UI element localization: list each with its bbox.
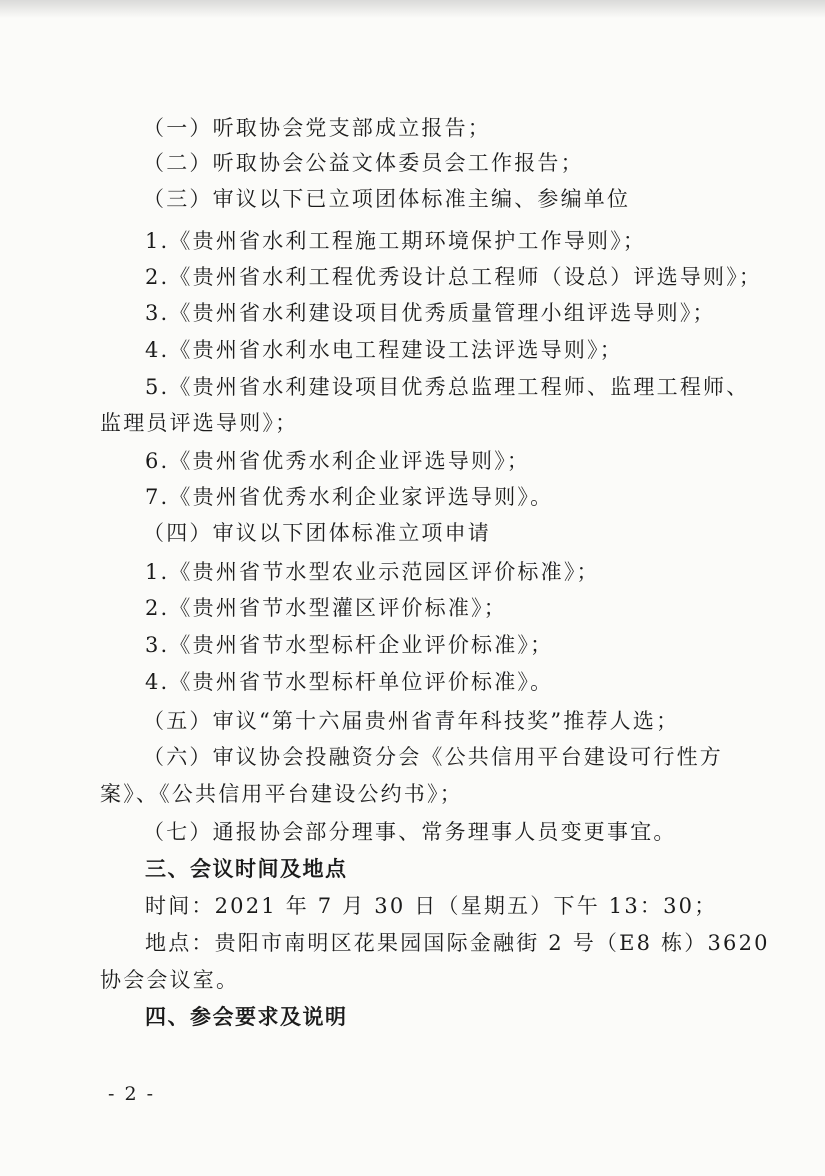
standard-item-3-6: 6.《贵州省优秀水利企业评选导则》；	[145, 449, 531, 473]
standard-item-4-4: 4.《贵州省节水型标杆单位评价标准》。	[145, 670, 554, 694]
agenda-item-1: （一）听取协会党支部成立报告；	[143, 116, 491, 140]
section-heading-requirements: 四、参会要求及说明	[145, 1005, 348, 1029]
agenda-item-6-cont: 案》、《公共信用平台建设公约书》；	[100, 782, 463, 806]
section-heading-time-location: 三、会议时间及地点	[145, 857, 348, 881]
agenda-item-5: （五）审议“第十六届贵州省青年科技奖”推荐人选；	[143, 709, 680, 733]
agenda-item-4: （四）审议以下团体标准立项申请	[143, 521, 491, 545]
standard-item-3-2: 2.《贵州省水利工程优秀设计总工程师（设总）评选导则》；	[145, 265, 763, 289]
meeting-location-cont: 协会会议室。	[100, 968, 240, 992]
standard-item-3-5-cont: 监理员评选导则》；	[100, 411, 299, 435]
standard-item-4-3: 3.《贵州省节水型标杆企业评价标准》；	[145, 633, 554, 657]
meeting-time: 时间：2021 年 7 月 30 日（星期五）下午 13：30；	[145, 894, 718, 918]
agenda-item-6: （六）审议协会投融资分会《公共信用平台建设可行性方	[143, 745, 723, 769]
standard-item-4-1: 1.《贵州省节水型农业示范园区评价标准》；	[145, 560, 600, 584]
agenda-item-7: （七）通报协会部分理事、常务理事人员变更事宜。	[143, 820, 677, 844]
page-number: - 2 -	[108, 1083, 156, 1105]
scan-edge-shadow	[0, 0, 825, 18]
standard-item-3-4: 4.《贵州省水利水电工程建设工法评选导则》；	[145, 338, 623, 362]
meeting-location: 地点：贵阳市南明区花果园国际金融街 2 号（E8 栋）3620	[145, 931, 770, 955]
standard-item-4-2: 2.《贵州省节水型灌区评价标准》；	[145, 596, 507, 620]
standard-item-3-3: 3.《贵州省水利建设项目优秀质量管理小组评选导则》；	[145, 301, 716, 325]
agenda-item-2: （二）听取协会公益文体委员会工作报告；	[143, 151, 584, 175]
standard-item-3-5: 5.《贵州省水利建设项目优秀总监理工程师、监理工程师、	[145, 375, 750, 399]
standard-item-3-1: 1.《贵州省水利工程施工期环境保护工作导则》；	[145, 229, 647, 253]
standard-item-3-7: 7.《贵州省优秀水利企业家评选导则》。	[145, 485, 554, 509]
agenda-item-3: （三）审议以下已立项团体标准主编、参编单位	[143, 187, 631, 211]
